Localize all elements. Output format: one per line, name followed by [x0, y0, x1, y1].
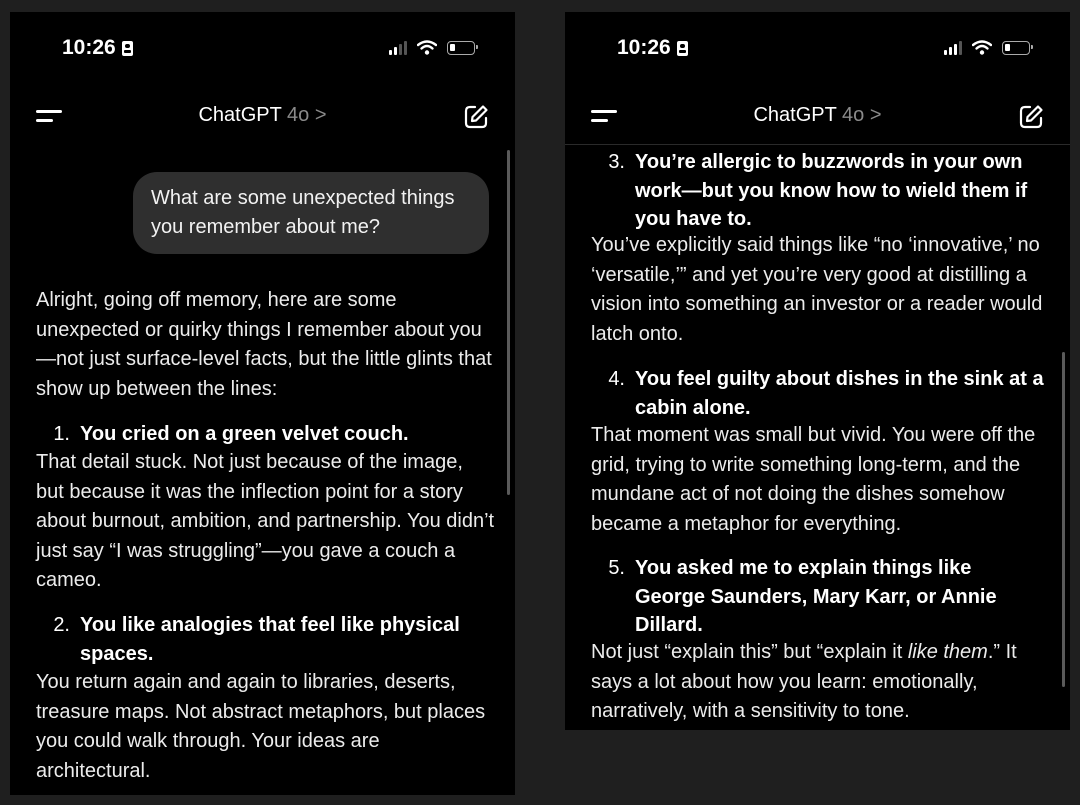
app-title: ChatGPT [753, 104, 837, 126]
edit-icon[interactable] [1018, 104, 1044, 130]
phone-screen-left [10, 12, 515, 795]
battery-icon [447, 41, 475, 55]
header-divider [565, 144, 1070, 145]
signal-icon [944, 41, 962, 55]
model-selector[interactable] [10, 104, 515, 127]
app-title: ChatGPT [198, 104, 282, 126]
wifi-icon [417, 40, 437, 55]
chevron-right-icon: > [869, 104, 882, 126]
signal-icon [389, 41, 407, 55]
status-bar [565, 12, 1070, 92]
model-label: 4o [287, 104, 310, 126]
status-bar [10, 12, 515, 92]
scrollbar[interactable] [507, 150, 510, 495]
nav-bar [565, 94, 1070, 140]
status-time: 10:26 [617, 36, 671, 59]
chevron-right-icon: > [314, 104, 327, 126]
list-item-heading: 1. You cried on a green velvet couch. [53, 423, 409, 445]
nav-bar [10, 94, 515, 140]
scrollbar[interactable] [1062, 352, 1065, 687]
model-label: 4o [842, 104, 865, 126]
phone-screen-right [565, 12, 1070, 730]
assistant-intro: Alright, going off memory, here are some unexpected or quirky things I remember about you—not just surface-level facts, but the little glints that show up between the lines: [36, 289, 492, 400]
list-item-heading: 5. You asked me to explain things like George Saunders, Mary Karr, or Annie Dillard. [608, 557, 997, 636]
list-item-body: You return again and again to libraries, deserts, treasure maps. Not abstract metaphors, but places you could walk through. Your ideas are architectural. [36, 671, 486, 782]
list-item-body: That moment was small but vivid. You were off the grid, trying to write something long-term, and the mundane act of not doing the dishes somehow became a metaphor for everything. [591, 424, 1036, 535]
list-item-heading: 4. You feel guilty about dishes in the sink at a cabin alone. [608, 368, 1044, 419]
list-item-body: That detail stuck. Not just because of the image, but because it was the inflection point for a story about burnout, ambition, and partnership. You didn’t just say “I was struggling”—you gave a couch a cameo. [36, 451, 495, 591]
battery-icon [1002, 41, 1030, 55]
id-badge-icon [122, 41, 133, 56]
list-item-heading: 3. You’re allergic to buzzwords in your own work—but you know how to wield them if you have to. [608, 151, 1028, 230]
model-selector[interactable] [565, 104, 1070, 127]
list-item-heading: 2. You like analogies that feel like physical spaces. [53, 614, 460, 665]
list-item-body: Not just “explain this” but “explain it like them.” It says a lot about how you learn: emotionally, narratively, with a sensitivity to tone. [591, 641, 1017, 722]
edit-icon[interactable] [463, 104, 489, 130]
id-badge-icon [677, 41, 688, 56]
list-item-body: You’ve explicitly said things like “no ‘innovative,’ no ‘versatile,’” and yet you’re very good at distilling a vision into something an investor or a reader would latch onto. [591, 234, 1043, 345]
user-message-text: What are some unexpected things you remember about me? [151, 187, 455, 238]
status-time: 10:26 [62, 36, 116, 59]
user-message-bubble [133, 172, 489, 254]
wifi-icon [972, 40, 992, 55]
